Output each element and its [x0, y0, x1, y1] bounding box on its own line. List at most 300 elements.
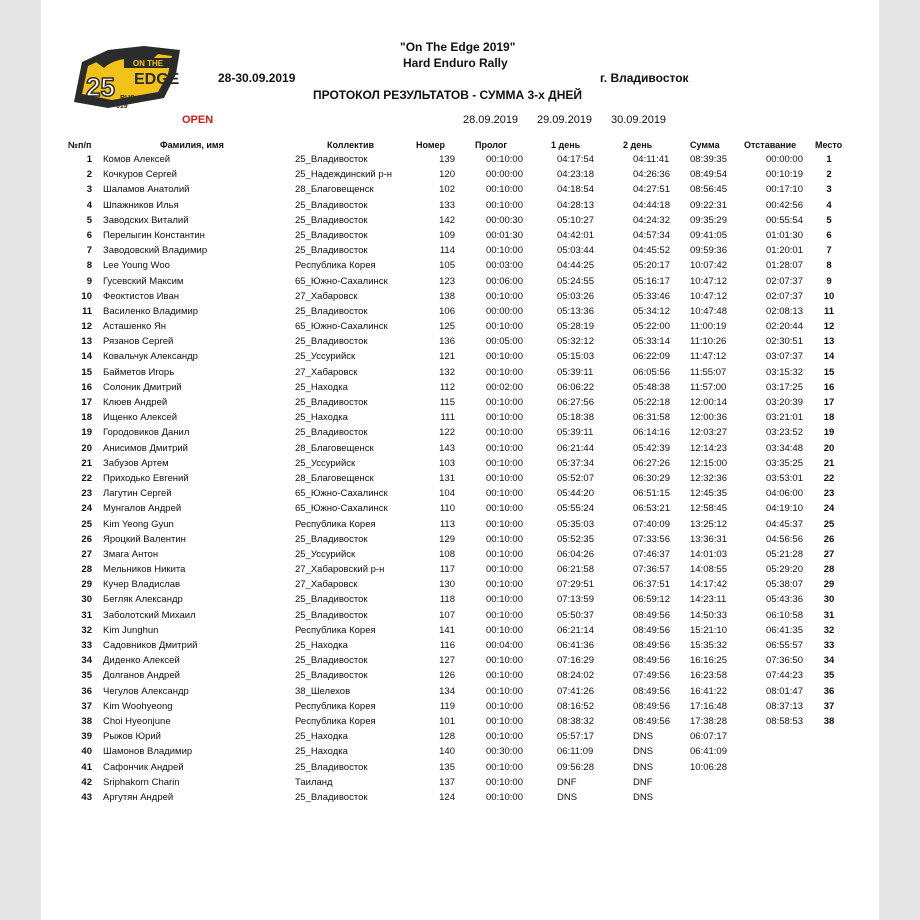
- table-row: [0, 442, 920, 457]
- table-row: [0, 578, 920, 593]
- rider-number: 110: [439, 503, 455, 515]
- rider-name: Choi Hyeonjune: [103, 715, 171, 727]
- day2-time: 05:48:38: [633, 381, 670, 393]
- rider-team: 27_Хабаровск: [295, 366, 358, 378]
- prologue-time: 00:10:00: [486, 154, 523, 165]
- total-time: 09:41:05: [690, 229, 727, 241]
- place: 15: [823, 366, 835, 378]
- table-row: [0, 290, 920, 305]
- rider-team: 65_Южно-Сахалинск: [295, 321, 388, 333]
- prologue-time: 00:00:00: [486, 305, 523, 317]
- day2-time: 05:20:17: [633, 260, 670, 272]
- rider-number: 139: [439, 154, 455, 165]
- gap-time: 07:36:50: [766, 655, 803, 667]
- rider-number: 124: [439, 791, 455, 803]
- rider-name: Забузов Артем: [103, 457, 169, 469]
- rider-team: 25_Владивосток: [295, 154, 368, 165]
- result-rank: 41: [81, 761, 92, 773]
- result-rank: 22: [81, 472, 92, 484]
- result-rank: 43: [81, 791, 92, 803]
- day1-time: 05:35:03: [557, 518, 594, 530]
- day1-time: 06:04:26: [557, 548, 594, 560]
- day2-time: 05:22:00: [633, 321, 670, 333]
- result-rank: 7: [86, 245, 92, 257]
- day2-time: 05:22:18: [633, 397, 670, 408]
- gap-time: 05:29:20: [766, 564, 803, 576]
- day2-time: 07:36:57: [633, 564, 670, 576]
- result-rank: 13: [81, 336, 92, 348]
- place: 12: [823, 321, 835, 333]
- rider-name: Чегулов Александр: [103, 685, 189, 697]
- rider-team: 27_Хабаровск: [295, 579, 358, 591]
- rider-number: 102: [439, 184, 455, 196]
- table-row: [0, 199, 920, 214]
- rider-name: Мунгалов Андрей: [103, 503, 182, 515]
- rider-name: Сафончик Андрей: [103, 761, 184, 773]
- rider-team: 25_Владивосток: [295, 245, 368, 257]
- prologue-time: 00:10:00: [486, 548, 523, 560]
- day1-time: 06:21:14: [557, 624, 594, 636]
- rider-name: Аргутян Андрей: [103, 791, 174, 803]
- day2-time: 04:57:34: [633, 229, 670, 241]
- total-time: 14:08:55: [690, 564, 727, 576]
- day2-time: 04:45:52: [633, 245, 670, 257]
- rider-team: 25_Владивосток: [295, 229, 368, 241]
- gap-time: 08:37:13: [766, 700, 803, 712]
- rider-team: 25_Владивосток: [295, 305, 368, 317]
- place: 18: [823, 412, 835, 424]
- day1-time: 05:28:19: [557, 321, 594, 333]
- day1-time: 07:41:26: [557, 685, 594, 697]
- rider-name: Шпажников Илья: [103, 199, 179, 211]
- total-time: 13:36:31: [690, 533, 727, 545]
- rider-name: Заводских Виталий: [103, 214, 189, 226]
- rider-number: 135: [439, 761, 455, 773]
- place: 26: [823, 533, 835, 545]
- day1-time: 05:57:17: [557, 731, 594, 743]
- rider-team: 25_Уссурийск: [295, 351, 356, 363]
- day1-time: 05:44:20: [557, 488, 594, 500]
- table-row: [0, 639, 920, 654]
- rider-number: 122: [439, 427, 455, 439]
- total-time: 17:16:48: [690, 700, 727, 712]
- total-time: 11:57:00: [690, 381, 727, 393]
- day1-time: 05:39:11: [557, 366, 594, 378]
- rider-team: 65_Южно-Сахалинск: [295, 275, 388, 287]
- total-time: 10:47:12: [690, 290, 727, 302]
- day2-time: 04:24:32: [633, 214, 670, 226]
- rider-team: Республика Корея: [295, 700, 376, 712]
- day1-time: 07:16:29: [557, 655, 594, 667]
- result-rank: 12: [81, 321, 92, 333]
- gap-time: 02:30:51: [766, 336, 803, 348]
- rider-name: Ищенко Алексей: [103, 412, 178, 424]
- gap-time: 03:15:32: [766, 366, 803, 378]
- result-rank: 11: [81, 305, 92, 317]
- table-row: [0, 259, 920, 274]
- prologue-time: 00:00:30: [486, 214, 523, 226]
- rider-name: Шамонов Владимир: [103, 746, 193, 758]
- place: 24: [823, 503, 835, 515]
- col-header-team: Коллектив: [327, 140, 375, 150]
- col-header-day2: 2 день: [623, 140, 653, 150]
- place: 23: [823, 488, 835, 500]
- gap-time: 03:07:37: [766, 351, 803, 363]
- day2-time: 06:22:09: [633, 351, 670, 363]
- gap-time: 04:45:37: [766, 518, 803, 530]
- prologue-time: 00:10:00: [486, 655, 523, 667]
- table-row: [0, 350, 920, 365]
- gap-time: 04:06:00: [766, 488, 803, 500]
- prologue-time: 00:10:00: [486, 245, 523, 257]
- rider-number: 103: [439, 457, 455, 469]
- day2-time: 05:33:14: [633, 336, 670, 348]
- table-row: [0, 457, 920, 472]
- day1-time: 05:52:35: [557, 533, 594, 545]
- day1-time: 04:28:13: [557, 199, 594, 211]
- rider-number: 108: [439, 548, 455, 560]
- rider-number: 127: [439, 655, 455, 667]
- rider-number: 117: [439, 564, 455, 576]
- day2-time: 06:37:51: [633, 579, 670, 591]
- rider-number: 128: [439, 731, 455, 743]
- day2-time: 08:49:56: [633, 655, 670, 667]
- svg-text:EDGE: EDGE: [134, 71, 180, 88]
- table-row: [0, 275, 920, 290]
- gap-time: 03:23:52: [766, 427, 803, 439]
- table-row: [0, 624, 920, 639]
- table-row: [0, 761, 920, 776]
- table-row: [0, 335, 920, 350]
- result-rank: 36: [81, 685, 92, 697]
- rider-name: Асташенко Ян: [103, 321, 167, 333]
- place: 33: [823, 640, 835, 651]
- total-time: 11:47:12: [690, 351, 727, 363]
- day1-time: DNS: [557, 791, 578, 803]
- gap-time: 02:07:37: [766, 275, 803, 287]
- rider-number: 125: [439, 321, 455, 333]
- place: 9: [826, 275, 832, 287]
- place: 22: [823, 472, 835, 484]
- day1-time: 09:56:28: [557, 761, 594, 773]
- prologue-time: 00:10:00: [486, 199, 523, 211]
- gap-time: 08:58:53: [766, 715, 803, 727]
- result-rank: 38: [81, 715, 92, 727]
- rider-name: Приходько Евгений: [103, 472, 189, 484]
- gap-time: 06:41:35: [766, 624, 803, 636]
- day-date-3: 30.09.2019: [611, 114, 667, 126]
- total-time: 12:00:14: [690, 397, 727, 408]
- table-row: [0, 548, 920, 563]
- event-dates: 28-30.09.2019: [218, 71, 296, 85]
- gap-time: 03:20:39: [766, 397, 803, 408]
- place: 11: [823, 305, 835, 317]
- day2-time: 08:49:56: [633, 715, 670, 727]
- rider-name: Городовиков Данил: [103, 427, 190, 439]
- gap-time: 03:34:48: [766, 442, 803, 454]
- rider-team: 25_Владивосток: [295, 594, 368, 606]
- result-rank: 15: [81, 366, 92, 378]
- place: 38: [823, 715, 835, 727]
- prologue-time: 00:10:00: [486, 791, 523, 803]
- day1-time: 05:37:34: [557, 457, 594, 469]
- prologue-time: 00:10:00: [486, 533, 523, 545]
- rider-team: 25_Владивосток: [295, 761, 368, 773]
- rider-team: 25_Находка: [295, 731, 348, 743]
- rider-number: 136: [439, 336, 455, 348]
- table-row: [0, 654, 920, 669]
- event-subtitle: Hard Enduro Rally: [403, 56, 508, 70]
- rider-name: Кочкуров Сергей: [103, 169, 177, 181]
- total-time: 11:00:19: [690, 321, 727, 333]
- day1-time: 05:32:12: [557, 336, 594, 348]
- prologue-time: 00:00:00: [486, 169, 523, 181]
- table-row: [0, 563, 920, 578]
- rider-number: 114: [439, 245, 455, 257]
- rider-name: Шаламов Анатолий: [103, 184, 190, 196]
- rider-team: 25_Находка: [295, 381, 348, 393]
- total-time: 12:14:23: [690, 442, 727, 454]
- result-rank: 10: [81, 290, 92, 302]
- day2-time: 06:31:58: [633, 412, 670, 424]
- day2-time: 04:11:41: [633, 154, 670, 165]
- table-row: [0, 487, 920, 502]
- place: 3: [826, 184, 832, 196]
- rider-team: 25_Владивосток: [295, 670, 368, 682]
- day1-time: 05:24:55: [557, 275, 594, 287]
- day2-time: 05:42:39: [633, 442, 670, 454]
- place: 1: [826, 154, 832, 165]
- total-time: 16:16:25: [690, 655, 727, 667]
- day1-time: 05:55:24: [557, 503, 594, 515]
- rider-team: 65_Южно-Сахалинск: [295, 488, 388, 500]
- day2-time: 05:16:17: [633, 275, 670, 287]
- table-row: [0, 593, 920, 608]
- rider-name: Клюев Андрей: [103, 397, 168, 408]
- rider-number: 121: [439, 351, 455, 363]
- total-time: 12:45:35: [690, 488, 727, 500]
- rider-number: 123: [439, 275, 455, 287]
- rider-number: 116: [439, 640, 455, 651]
- table-row: [0, 715, 920, 730]
- gap-time: 05:21:28: [766, 548, 803, 560]
- rider-name: Яроцкий Валентин: [103, 533, 186, 545]
- table-row: [0, 533, 920, 548]
- place: 16: [823, 381, 835, 393]
- day2-time: DNF: [633, 776, 653, 788]
- total-time: 09:59:36: [690, 245, 727, 257]
- day1-time: 06:21:58: [557, 564, 594, 576]
- rider-number: 115: [439, 397, 455, 408]
- total-time: 06:41:09: [690, 746, 727, 758]
- table-row: [0, 609, 920, 624]
- day1-time: 05:15:03: [557, 351, 594, 363]
- table-row: [0, 685, 920, 700]
- day1-time: 06:41:36: [557, 640, 594, 651]
- day2-time: 08:49:56: [633, 624, 670, 636]
- day-date-2: 29.09.2019: [537, 114, 593, 126]
- day2-time: 08:49:56: [633, 685, 670, 697]
- rider-name: Перелыгин Константин: [103, 229, 205, 241]
- prologue-time: 00:10:00: [486, 670, 523, 682]
- table-row: [0, 305, 920, 320]
- prologue-time: 00:04:00: [486, 640, 523, 651]
- total-time: 16:41:22: [690, 685, 727, 697]
- gap-time: 03:53:01: [766, 472, 803, 484]
- gap-time: 01:01:30: [766, 229, 803, 241]
- day1-time: 05:03:26: [557, 290, 594, 302]
- day2-time: 08:49:56: [633, 640, 670, 651]
- col-header-sum: Сумма: [690, 140, 720, 150]
- rider-number: 118: [439, 594, 455, 606]
- result-rank: 33: [81, 640, 92, 651]
- gap-time: 06:55:57: [766, 640, 803, 651]
- table-row: [0, 320, 920, 335]
- day2-time: 05:34:12: [633, 305, 670, 317]
- total-time: 08:56:45: [690, 184, 727, 196]
- day1-time: 05:13:36: [557, 305, 594, 317]
- total-time: 16:23:58: [690, 670, 727, 682]
- day1-time: 08:38:32: [557, 715, 594, 727]
- day1-time: 07:13:59: [557, 594, 594, 606]
- gap-time: 04:56:56: [766, 533, 803, 545]
- result-rank: 5: [86, 214, 92, 226]
- result-rank: 35: [81, 670, 92, 682]
- rider-team: Республика Корея: [295, 518, 376, 530]
- place: 13: [823, 336, 835, 348]
- place: 14: [823, 351, 835, 363]
- rider-name: Ковальчук Александр: [103, 351, 198, 363]
- day2-time: DNS: [633, 791, 654, 803]
- prologue-time: 00:10:00: [486, 776, 523, 788]
- rider-number: 143: [439, 442, 455, 454]
- total-time: 17:38:28: [690, 715, 727, 727]
- table-row: [0, 700, 920, 715]
- place: 20: [823, 442, 835, 454]
- prologue-time: 00:10:00: [486, 564, 523, 576]
- gap-time: 02:20:44: [766, 321, 803, 333]
- total-time: 14:01:03: [690, 548, 727, 560]
- prologue-time: 00:30:00: [486, 746, 523, 758]
- rider-team: 28_Благовещенск: [295, 184, 374, 196]
- day2-time: DNS: [633, 746, 654, 758]
- table-row: [0, 730, 920, 745]
- table-row: [0, 669, 920, 684]
- rider-team: 25_Находка: [295, 746, 348, 758]
- place: 6: [826, 229, 832, 241]
- rider-number: 141: [439, 624, 455, 636]
- result-rank: 42: [81, 776, 92, 788]
- rider-team: 38_Шелехов: [295, 685, 351, 697]
- rider-name: Заболотский Михаил: [103, 609, 196, 621]
- rider-name: Kim Yeong Gyun: [103, 518, 174, 530]
- rider-team: 25_Находка: [295, 640, 348, 651]
- prologue-time: 00:10:00: [486, 184, 523, 196]
- result-rank: 18: [81, 412, 92, 424]
- prologue-time: 00:03:00: [486, 260, 523, 272]
- total-time: 14:50:33: [690, 609, 727, 621]
- result-rank: 23: [81, 488, 92, 500]
- rider-team: 27_Хабаровск: [295, 290, 358, 302]
- place: 29: [823, 579, 835, 591]
- rider-number: 137: [439, 776, 455, 788]
- rider-number: 120: [439, 169, 455, 181]
- prologue-time: 00:10:00: [486, 594, 523, 606]
- result-rank: 25: [81, 518, 92, 530]
- gap-time: 05:43:36: [766, 594, 803, 606]
- rider-name: Феоктистов Иван: [103, 290, 179, 302]
- place: 28: [823, 564, 835, 576]
- rider-number: 130: [439, 579, 455, 591]
- rider-number: 129: [439, 533, 455, 545]
- rider-team: Таиланд: [295, 776, 333, 788]
- rider-team: Республика Корея: [295, 715, 376, 727]
- place: 19: [823, 427, 835, 439]
- place: 31: [823, 609, 835, 621]
- result-rank: 6: [86, 229, 92, 241]
- result-rank: 24: [81, 503, 92, 515]
- prologue-time: 00:10:00: [486, 290, 523, 302]
- rider-number: 111: [440, 412, 455, 424]
- rider-number: 134: [439, 685, 455, 697]
- day1-time: 06:27:56: [557, 397, 594, 408]
- rider-team: 25_Владивосток: [295, 397, 368, 408]
- rider-team: 25_Владивосток: [295, 336, 368, 348]
- gap-time: 00:10:19: [766, 169, 803, 181]
- rider-name: Садовников Дмитрий: [103, 640, 198, 651]
- day2-time: 07:33:56: [633, 533, 670, 545]
- day2-time: 06:14:16: [633, 427, 670, 439]
- rider-name: Кучер Владислав: [103, 579, 181, 591]
- rider-team: 25_Владивосток: [295, 791, 368, 803]
- table-row: [0, 518, 920, 533]
- table-row: [0, 791, 920, 806]
- day2-time: 06:30:29: [633, 472, 670, 484]
- day-date-1: 28.09.2019: [463, 114, 519, 126]
- result-rank: 3: [86, 184, 92, 196]
- total-time: 12:32:36: [690, 472, 727, 484]
- place: 5: [826, 214, 832, 226]
- result-rank: 16: [81, 381, 92, 393]
- rider-name: Kim Woohyeong: [103, 700, 173, 712]
- event-title: "On The Edge 2019": [400, 40, 516, 54]
- rider-name: Лагутин Сергей: [103, 488, 172, 500]
- prologue-time: 00:10:00: [486, 412, 523, 424]
- rider-number: 132: [439, 366, 455, 378]
- total-time: 10:47:12: [690, 275, 727, 287]
- results-table: [0, 153, 920, 806]
- day2-time: 06:59:12: [633, 594, 670, 606]
- col-header-name: Фамилия, имя: [160, 140, 224, 150]
- rider-team: 28_Благовещенск: [295, 442, 374, 454]
- rider-number: 126: [439, 670, 455, 682]
- rider-number: 133: [439, 199, 455, 211]
- place: 10: [823, 290, 835, 302]
- protocol-title: ПРОТОКОЛ РЕЗУЛЬТАТОВ - СУММА 3-х ДНЕЙ: [313, 88, 583, 102]
- total-time: 11:10:26: [690, 336, 727, 348]
- rider-team: 25_Владивосток: [295, 609, 368, 621]
- total-time: 12:00:36: [690, 412, 727, 424]
- gap-time: 04:19:10: [766, 503, 803, 515]
- day2-time: 06:53:21: [633, 503, 670, 515]
- gap-time: 05:38:07: [766, 579, 803, 591]
- gap-time: 00:00:00: [766, 154, 803, 165]
- result-rank: 29: [81, 579, 92, 591]
- gap-time: 00:55:54: [766, 214, 803, 226]
- class-label: OPEN: [182, 114, 214, 126]
- day2-time: 04:27:51: [633, 184, 670, 196]
- rider-name: Kim Junghun: [103, 624, 159, 636]
